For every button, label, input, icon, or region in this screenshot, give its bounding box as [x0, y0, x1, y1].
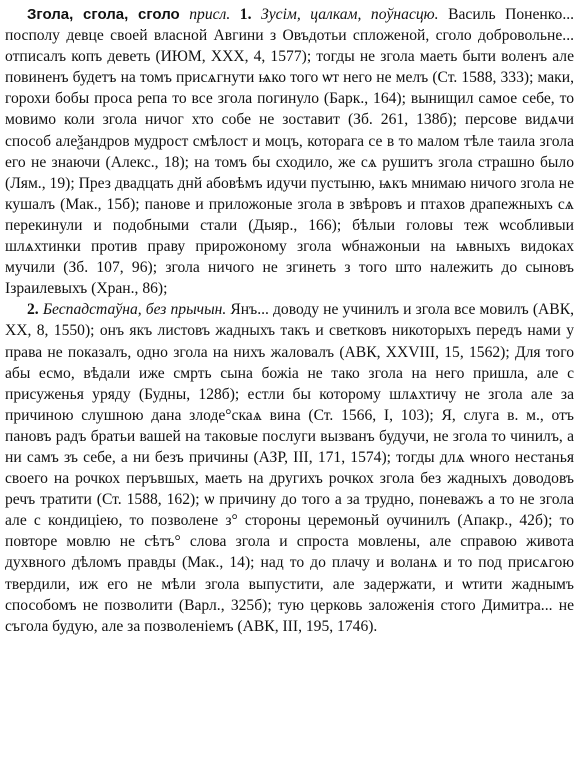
entry-sense-1: [5, 4, 574, 299]
sense-examples: Янъ... доводу не учинилъ и згола все мовилъ (АВК, XX, 8, 1550); онъ якъ листовъ жадныхъ такъ и светковъ никоторыхъ передъ нами у права не показалъ, одно згола на нихъ жаловалъ (АВК, XXVIII, 15, 1562); Для того абы есмо, вѣдали иже смрть сына божіа не тако згола на него пришла, але с присуженья уряду (Будны, 128б); естли бы которому шлѧхтичу не згола але за причиною слушною дана злоде°скаѧ вина (Ст. 1566, I, 103); Я, слуга в. м., отъ пановъ радъ братьи вашей на таковые послуги вызванъ будучи, не згола то чинилъ, а ни самъ зъ себе, а ни безъ причины (АЗР, III, 171, 1574); тогды длѧ ѡного нестанья своего на рочкох перъвшых, маеть на другихъ рочкох згола без жадныхъ доводовъ речъ тратити (Ст. 1588, 162); ѡ причину до того а за трудно, поневажъ а то не згола але с кондиціею, то позволене з° стороны церемоньй оучинилъ (Апакр., 42б); то повторе мовлю не сѣтъ° слова згола и спроста мовлены, але справою живота духвного дѣломъ правды (Мак., 14); над то до плачу и воланѧ и то под присѧгою твердили, иж его не мѣли згола выпустити, але задержати, и ѡтити жаднымъ способомъ не позволити (Варл., 325б); тую церковь заложенія стого Димитра... не съгола будую, але за позволеніемъ (АВК, III, 195, 1746).: [5, 301, 575, 635]
sense-number: 2.: [27, 301, 39, 319]
sense-examples: Василь Поненко... посполу девце своей власной Авгини з Овъдотьи спложеной, сголо добровольне... отписалъ копъ деветь (ИЮМ, XXX, 4, 1577); тогды не згола маеть быти воленъ але повиненъ будетъ на томъ присѧгнути ѩко того ѡт него не мелъ (Ст. 1588, 333); маки, горохи бобы проса репа то все згола погинуло (Барк., 164); вынищил самое себе, то мовимо коли згола ничог хто собе не зоставит (Зб. 261, 138б); персове видѧчи способ алеѯандров мудрост смѣлост и моцъ, которага се в то малом тѣле таила згола его не знаючи (Алекс., 18); на томъ бы сходило, же сѧ рушитъ згола страшно было (Лям., 19); През двадцать днй абовѣмъ идучи пустыню, ѩкъ мнимаю ничого згола не кушалъ (Мак., 15б); панове и приложоные згола в звѣровъ и птахов драпежныхъ сѧ перекинули и подобными стали (Дыяр., 166); бѣлыи головы теж ѡсобливыи шлѧхтинки против праву прирожоному згола ѡбнажоныи на ѩвныхъ видоках мучили (Зб. 107, 96); згола ничого не згинеть з того што належить до сыновъ Ізраилевыхъ (Хран., 86);: [5, 6, 575, 298]
sense-number: 1.: [239, 6, 252, 23]
entry-sense-2: [5, 299, 574, 637]
part-of-speech: присл.: [189, 6, 231, 23]
sense-gloss: Зусім, цалкам, поўнасцю.: [261, 6, 439, 23]
headword: Згола, сгола, сголо: [27, 6, 180, 23]
sense-gloss: Беспадстаўна, без прычын.: [42, 301, 227, 319]
